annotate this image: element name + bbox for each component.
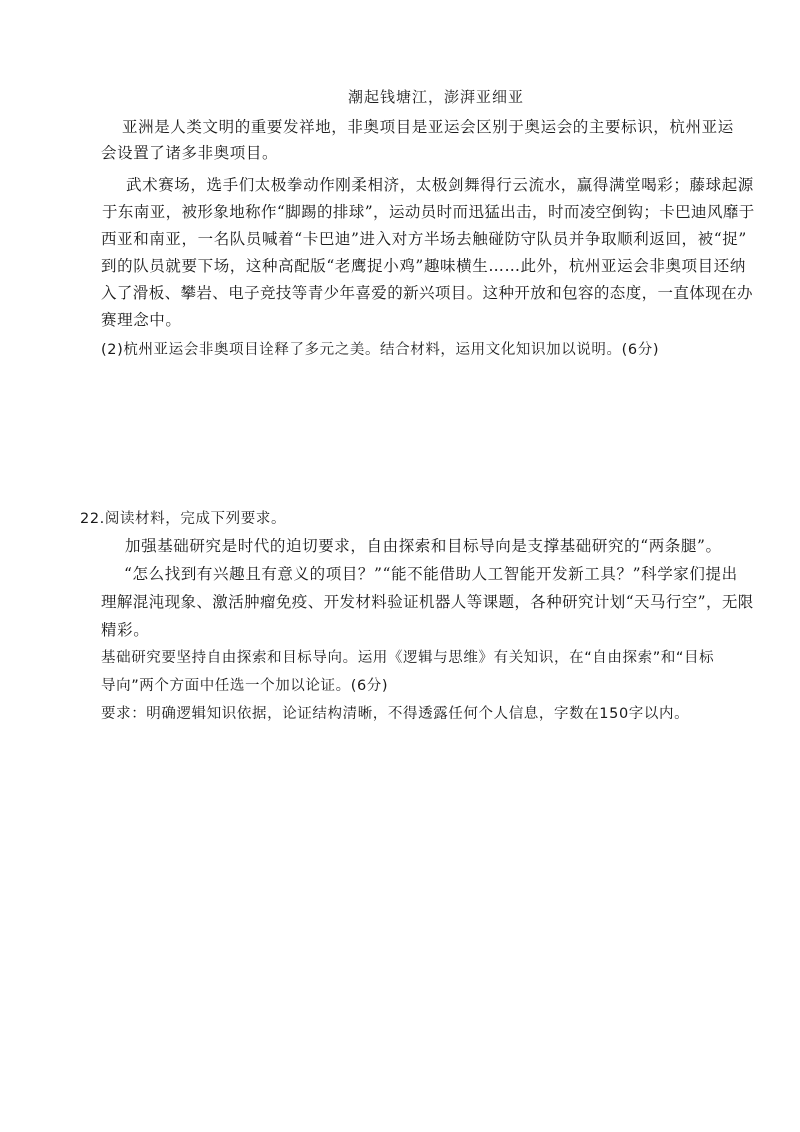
question-22-requirement: 要求：明确逻辑知识依据，论证结构清晰，不得透露任何个人信息，字数在150字以内。 [101, 706, 690, 722]
passage-title: 潮起钱塘江，澎湃亚细亚 [348, 88, 525, 106]
passage-paragraph-2-line-6: 赛理念中。 [101, 311, 182, 329]
passage-paragraph-2-line-5: 入了滑板、攀岩、电子竞技等青少年喜爱的新兴项目。这种开放和包容的态度，一直体现在办 [101, 284, 753, 302]
passage-paragraph-2-line-3: 西亚和南亚，一名队员喊着“卡巴迪”进入对方半场去触碰防守队员并争取顺利返回，被“捉” [101, 230, 747, 248]
question-2: (2)杭州亚运会非奥项目诠释了多元之美。结合材料，运用文化知识加以说明。(6分) [101, 342, 660, 358]
passage-paragraph-1-line-2: 会设置了诸多非奥项目。 [101, 144, 279, 162]
material-paragraph-1: 加强基础研究是时代的迫切要求，自由探索和目标导向是支撑基础研究的“两条腿”。 [125, 537, 722, 555]
material-paragraph-2-line-1: “怎么找到有兴趣且有意义的项目？”“能不能借助人工智能开发新工具？”科学家们提出 [124, 565, 738, 583]
material-paragraph-2-line-2: 理解混沌现象、激活肿瘤免疫、开发材料验证机器人等课题，各种研究计划“天马行空”，无限 [101, 593, 754, 611]
question-22-heading: 22.阅读材料，完成下列要求。 [80, 511, 287, 527]
passage-paragraph-1-line-1: 亚洲是人类文明的重要发祥地，非奥项目是亚运会区别于奥运会的主要标识，杭州亚运 [122, 118, 734, 136]
passage-paragraph-2-line-2: 于东南亚，被形象地称作“脚踢的排球”，运动员时而迅猛出击，时而凌空倒钩；卡巴迪风靡于 [102, 203, 755, 221]
question-22-prompt-line-1: 基础研究要坚持自由探索和目标导向。运用《逻辑与思维》有关知识，在“自由探索”和“目标 [101, 650, 715, 666]
passage-paragraph-2-line-4: 到的队员就要下场，这种高配版“老鹰捉小鸡”趣味横生……此外，杭州亚运会非奥项目还纳 [101, 257, 746, 275]
material-paragraph-2-line-3: 精彩。 [101, 621, 150, 639]
passage-paragraph-2-line-1: 武术赛场，选手们太极拳动作刚柔相济，太极剑舞得行云流水，赢得满堂喝彩；藤球起源 [126, 176, 754, 194]
question-22-prompt-line-2: 导向”两个方面中任选一个加以论证。(6分) [101, 678, 389, 694]
